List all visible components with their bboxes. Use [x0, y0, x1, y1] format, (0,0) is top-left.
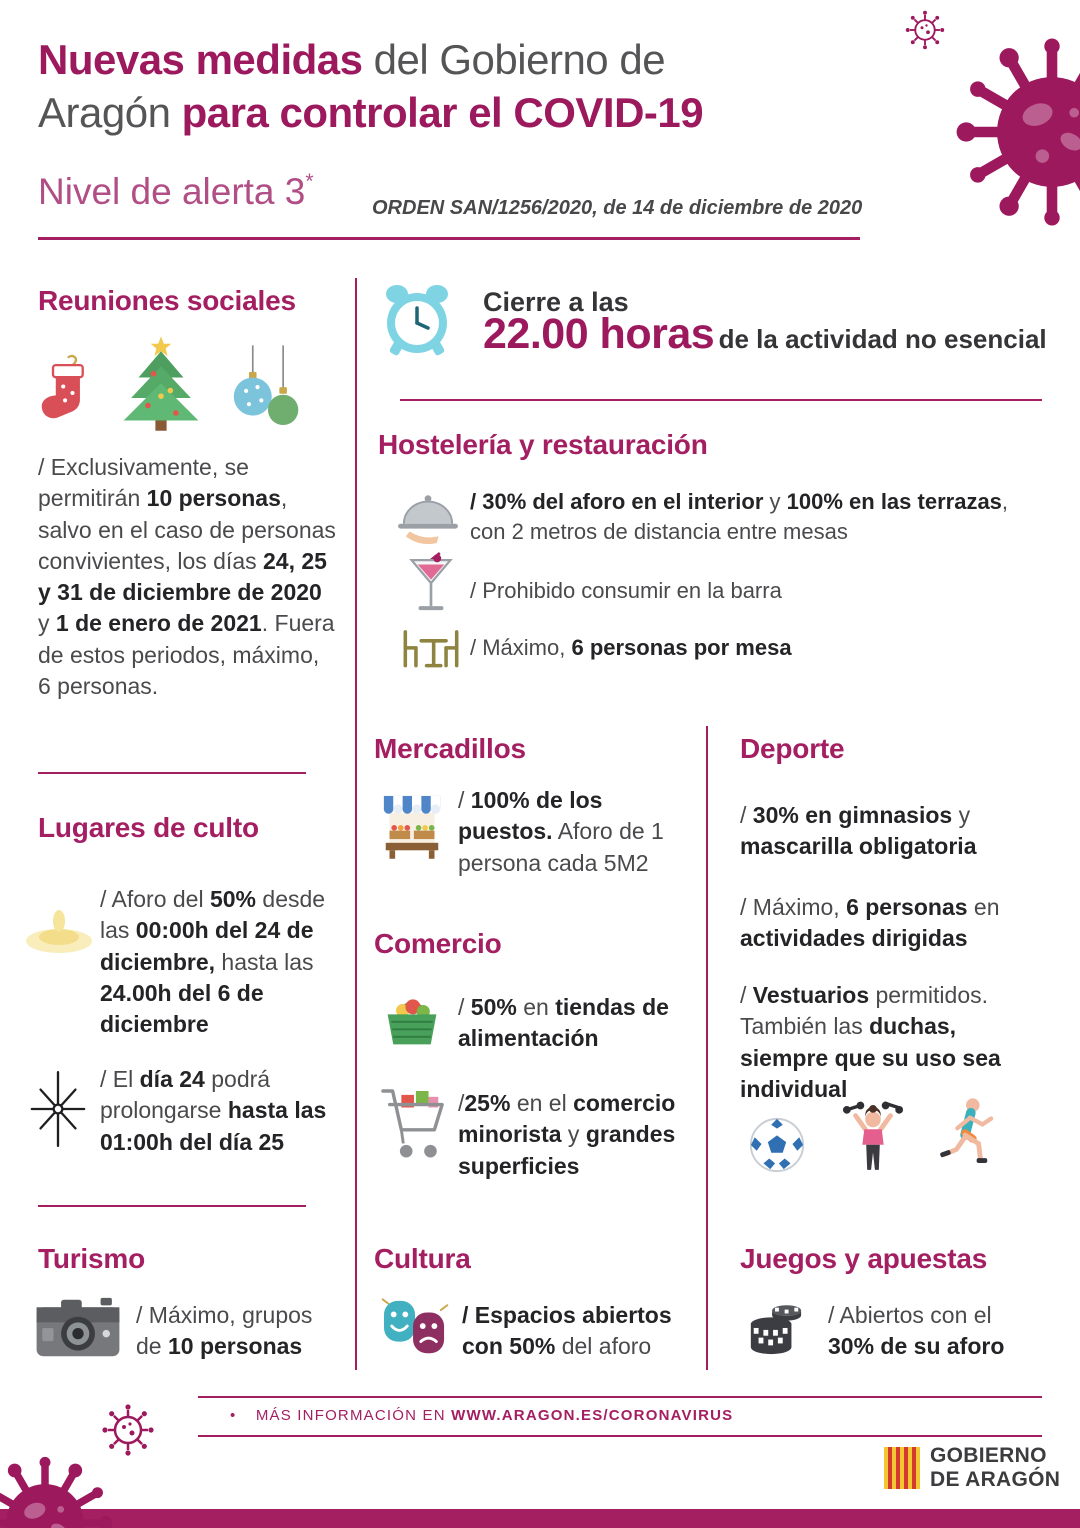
turismo-heading: Turismo — [38, 1243, 145, 1274]
cloche-icon — [396, 489, 460, 545]
juegos-text: / Abiertos con el 30% de su aforo — [828, 1302, 1005, 1360]
alert-level-text: Nivel de alerta 3 — [38, 171, 306, 212]
deporte-heading: Deporte — [740, 733, 845, 764]
camera-icon — [34, 1296, 122, 1360]
footer-info — [230, 1407, 733, 1424]
sport-icons — [748, 1092, 994, 1174]
closure-time: 22.00 horas — [483, 310, 715, 358]
divider — [38, 772, 306, 774]
cocktail-icon — [408, 550, 454, 618]
theater-masks-icon — [380, 1297, 450, 1359]
deporte-text-3: / Vestuarios permitidos. También las duchas, siempre que su uso sea individual — [740, 982, 1001, 1102]
aragon-flag-icon — [884, 1446, 920, 1490]
mercadillos-heading: Mercadillos — [374, 733, 526, 764]
cultura-text: / Espacios abiertos con 50% del aforo — [462, 1302, 672, 1360]
footer-divider-top — [198, 1396, 1042, 1398]
logo-text — [930, 1444, 1060, 1491]
comercio-text-2: /25% en el comercio minorista y grandes superficies — [458, 1090, 676, 1179]
market-stall-icon — [382, 790, 442, 860]
alarm-clock-icon — [377, 281, 457, 361]
alert-asterisk: * — [305, 170, 314, 193]
gobierno-aragon-logo — [884, 1444, 1060, 1491]
culto-heading: Lugares de culto — [38, 812, 259, 843]
logo-line1: GOBIERNO — [930, 1444, 1047, 1467]
deporte-text-1: / 30% en gimnasios y mascarilla obligatoria — [740, 802, 977, 860]
christmas-tree-icon — [118, 334, 204, 434]
title-plain-2: Aragón — [38, 88, 182, 136]
grocery-basket-icon — [382, 988, 442, 1050]
virus-outline-icon — [901, 6, 949, 54]
culto-text-1: / Aforo del 50% desde las 00:00h del 24 de diciembre, hasta las 24.00h del 6 de diciembre — [100, 886, 326, 1038]
alert-level — [38, 170, 314, 213]
virus-icon — [946, 26, 1080, 238]
deporte-text-2: / Máximo, 6 personas en actividades dirigidas — [740, 894, 1000, 952]
bottom-bar — [0, 1509, 1080, 1528]
comercio-heading: Comercio — [374, 928, 502, 959]
closure-line2 — [483, 310, 1047, 359]
reuniones-heading: Reuniones sociales — [38, 285, 296, 316]
juegos-heading: Juegos y apuestas — [740, 1243, 988, 1274]
title-plain-1: del Gobierno de — [362, 36, 666, 83]
title-accent-2: para controlar el COVID-19 — [181, 88, 704, 136]
virus-icon — [0, 1448, 120, 1528]
weightlifter-icon — [842, 1096, 904, 1174]
vertical-divider-left — [355, 278, 357, 1370]
christmas-baubles-icon — [230, 344, 304, 434]
star-icon — [26, 1070, 90, 1148]
christmas-stocking-icon — [40, 352, 92, 434]
divider — [400, 399, 1042, 401]
hosteleria-text-3: / Máximo, 6 personas por mesa — [470, 635, 792, 660]
mercadillos-text: / 100% de los puestos. Aforo de 1 persona cada 5M2 — [458, 787, 664, 876]
hosteleria-text-2: / Prohibido consumir en la barra — [470, 578, 782, 603]
hosteleria-heading: Hostelería y restauración — [378, 429, 708, 460]
soccer-ball-icon — [748, 1116, 806, 1174]
culto-text-2: / El día 24 podrá prolongarse hasta las 01:00h del día 25 — [100, 1066, 327, 1155]
reuniones-text: / Exclusivamente, se permitirán 10 personas, salvo en el caso de personas convivientes, los días 24, 25 y 31 de diciembre de 2020 y 1 de enero de 2021. Fuera de estos periodos, máximo, 6 personas. — [38, 454, 336, 699]
page-title — [38, 34, 898, 140]
turismo-text: / Máximo, grupos de 10 personas — [136, 1302, 313, 1360]
title-line-2 — [38, 87, 898, 140]
title-accent-1: Nuevas medidas — [38, 36, 363, 83]
comercio-text-1: / 50% en tiendas de alimentación — [458, 994, 669, 1052]
divider — [38, 1205, 306, 1207]
title-line-1 — [38, 34, 898, 87]
table-chairs-icon — [400, 624, 462, 670]
footer-info-prefix: MÁS INFORMACIÓN EN — [255, 1407, 452, 1424]
footer-divider-bottom — [198, 1435, 1042, 1437]
casino-chips-icon — [746, 1295, 804, 1359]
closure-rest: de la actividad no esencial — [718, 324, 1047, 354]
footer-info-link[interactable]: WWW.ARAGON.ES/CORONAVIRUS — [451, 1407, 734, 1424]
shopping-cart-icon — [380, 1082, 446, 1166]
runner-icon — [940, 1096, 994, 1174]
hosteleria-text-1: / 30% del aforo en el interior y 100% en las terrazas, con 2 metros de distancia entre mesas — [470, 489, 1009, 544]
logo-line2: DE ARAGÓN — [930, 1467, 1061, 1491]
header-divider — [38, 237, 860, 240]
order-reference: ORDEN SAN/1256/2020, de 14 de diciembre de 2020 — [372, 197, 863, 219]
christmas-icons — [40, 330, 304, 434]
bullet: • — [230, 1407, 237, 1424]
cultura-heading: Cultura — [374, 1243, 471, 1274]
candle-glow-icon — [22, 905, 96, 957]
closure-line1: Cierre a las — [483, 287, 629, 317]
